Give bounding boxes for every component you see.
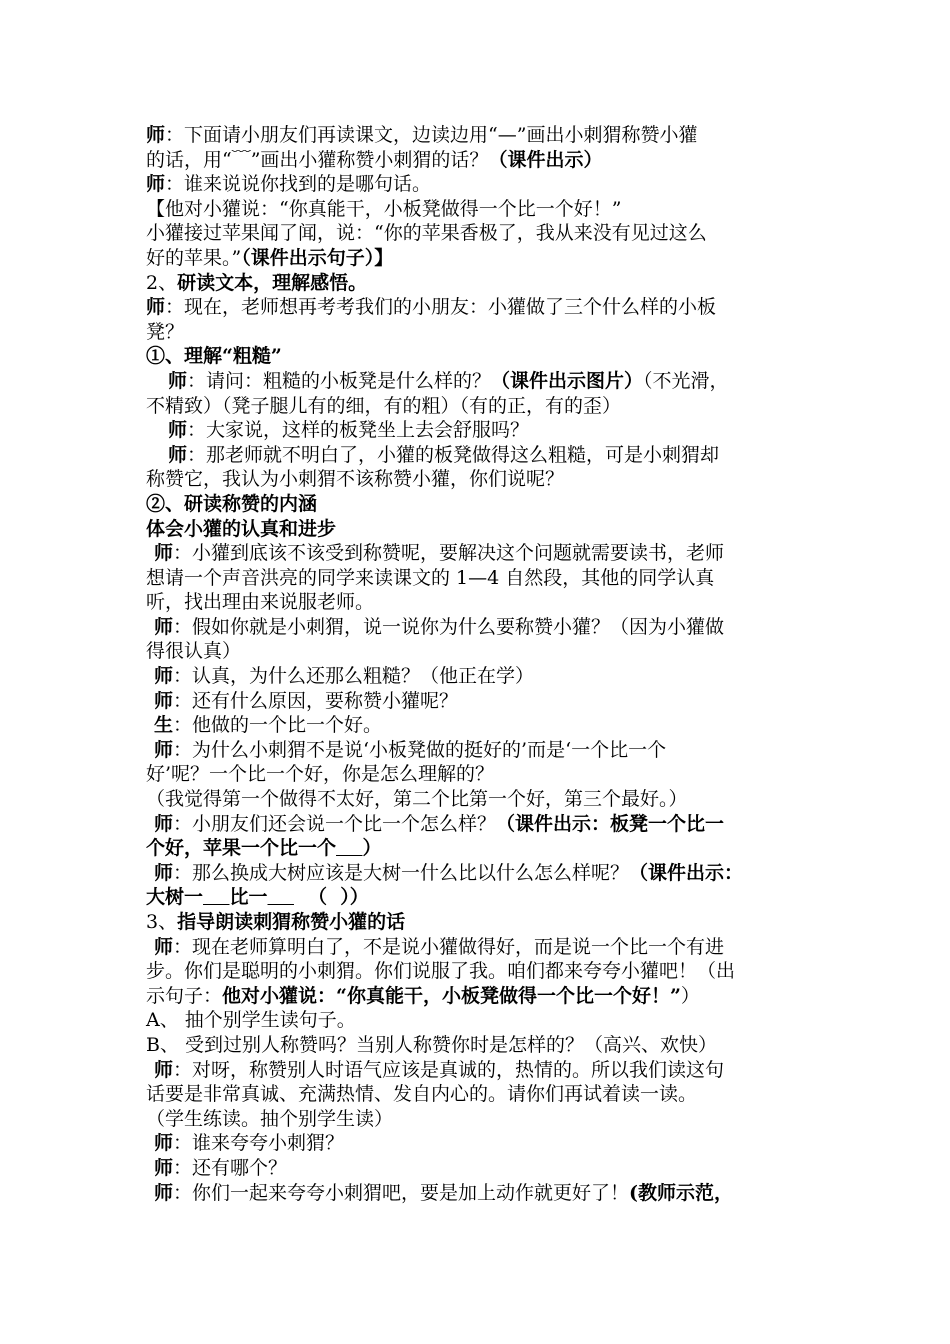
section-title: 指导朗读刺猬称赞小獾的话 (177, 911, 406, 933)
text-line (146, 467, 814, 492)
text-line (146, 738, 814, 763)
line-text: （学生练读。抽个别学生读） (146, 1107, 394, 1130)
line-text: 示句子： (146, 984, 223, 1007)
line-text: 小獾接过苹果闻了闻，说：“你的苹果香极了，我从来没有见过这么 (146, 222, 707, 245)
line-text: ） (362, 837, 382, 860)
line-text: ：为什么小刺猬不是说‘小板凳做的挺好的’而是‘一个比一个 (173, 738, 667, 761)
section-number: 2、 (146, 271, 178, 294)
speaker-label: 师 (168, 419, 188, 442)
courseware-note: （课件出示句子）】 (241, 246, 394, 269)
speaker-label: 师 (154, 665, 174, 688)
line-text: 凳？ (146, 320, 185, 343)
line-text: B、 受到过别人称赞吗？当别人称赞你时是怎样的？（高兴、欢快） (146, 1033, 718, 1056)
text-line (146, 443, 814, 468)
line-text: 大树一 (146, 886, 204, 909)
text-line (146, 639, 814, 664)
speaker-label: 生 (154, 714, 174, 737)
text-line (146, 664, 814, 689)
text-line (146, 1156, 814, 1181)
line-text: ：下面请小朋友们再读课文，边读边用“—”画出小刺猬称赞小獾 (165, 124, 698, 146)
speaker-label: 师 (168, 369, 188, 392)
line-text: 话要是非常真诚、充满热情、发自内心的。请你们再试着读一读。 (146, 1083, 698, 1106)
line-text: ：现在老师算明白了，不是说小獾做得好，而是说一个比一个有进 (173, 935, 725, 958)
line-text: 不精致）（凳子腿儿有的细，有的粗）（有的正，有的歪） (146, 394, 622, 417)
line-text: ：假如你就是小刺猬，说一说你为什么要称赞小獾？（因为小獾做 (173, 615, 725, 638)
text-line (146, 541, 814, 566)
text-line (146, 1008, 814, 1033)
speaker-label: 师 (154, 689, 174, 712)
quoted-sentence: 他对小獾说：“你真能干，小板凳做得一个比一个好！” (222, 984, 681, 1007)
speaker-label: 师 (154, 542, 174, 565)
lesson-plan-text (146, 123, 814, 1205)
line-text: ：认真，为什么还那么粗糙？（他正在学） (173, 665, 535, 688)
speaker-label: 师 (168, 443, 188, 466)
line-text: ）） (340, 886, 369, 909)
speaker-label: 师 (154, 812, 174, 835)
line-text: ：他做的一个比一个好。 (173, 714, 383, 737)
text-line (146, 1082, 814, 1107)
text-line (146, 885, 814, 910)
text-line (146, 812, 814, 837)
text-line (146, 320, 814, 345)
section-title: 研读文本，理解感悟。 (177, 271, 368, 294)
line-text: 好的苹果。” (146, 246, 242, 269)
line-text: A、 抽个别学生读句子。 (146, 1009, 356, 1032)
subsection-title: ②、研读称赞的内涵 (146, 492, 318, 515)
line-text: ：请问：粗糙的小板凳是什么样的？ (187, 369, 492, 392)
text-line (146, 984, 814, 1009)
section-number: 3、 (146, 911, 178, 933)
line-text: ：谁来说说你找到的是哪句话。 (165, 173, 432, 196)
section-heading (146, 271, 814, 296)
text-line (146, 1131, 814, 1156)
speaker-label: 师 (154, 738, 174, 761)
fill-in-blank (336, 837, 362, 859)
line-text: ：大家说，这样的板凳坐上去会舒服吗？ (187, 419, 530, 442)
text-line (146, 689, 814, 714)
text-line (146, 148, 814, 173)
line-text: ：还有什么原因，要称赞小獾呢？ (173, 689, 459, 712)
line-text: 比一 (229, 886, 268, 909)
text-line (146, 1033, 814, 1058)
line-text: ：那么换成大树应该是大树一什么比以什么怎么样呢？ (173, 861, 630, 884)
text-line (146, 221, 814, 246)
line-text: ：小朋友们还会说一个比一个怎么样？ (173, 812, 497, 835)
courseware-note: （课件出示） (488, 148, 603, 171)
text-line (146, 1181, 814, 1206)
line-text: ：小獾到底该不该受到称赞呢，要解决这个问题就需要读书，老师 (173, 542, 725, 565)
speaker-label: 师 (154, 615, 174, 638)
line-text: ：谁来夸夸小刺猬？ (173, 1132, 345, 1155)
text-line (146, 246, 814, 271)
courseware-note: （课件出示：板凳一个比一 (496, 812, 725, 835)
courseware-note: (教师示范， (629, 1181, 734, 1204)
speaker-label: 师 (146, 173, 166, 196)
line-text: ：对呀，称赞别人时语气应该是真诚的，热情的。所以我们读这句 (173, 1058, 725, 1081)
line-text: （不光滑， (643, 369, 729, 392)
subsection-heading (146, 344, 814, 369)
text-line (146, 787, 814, 812)
line-text: 好’呢？一个比一个好，你是怎么理解的？ (146, 763, 495, 786)
text-line (146, 836, 814, 861)
line-text: ：那老师就不明白了，小獾的板凳做得这么粗糙，可是小刺猬却 (187, 443, 720, 466)
line-text: 的话，用“﹋”画出小獾称赞小刺猬的话？ (146, 148, 489, 171)
fill-in-blank (327, 886, 340, 908)
text-line (146, 369, 814, 394)
speaker-label: 师 (154, 935, 174, 958)
subsection-heading (146, 517, 814, 542)
text-line (146, 197, 814, 222)
line-text: 得很认真） (146, 640, 242, 663)
line-text: （ (307, 886, 327, 909)
text-line (146, 1107, 814, 1132)
line-text: 听，找出理由来说服老师。 (146, 591, 375, 614)
line-text: ：现在，老师想再考考我们的小朋友：小獾做了三个什么样的小板 (165, 296, 717, 319)
line-text: （我觉得第一个做得不太好，第二个比第一个好，第三个最好。） (146, 788, 688, 811)
line-text: ：你们一起来夸夸小刺猬吧，要是加上动作就更好了！ (173, 1181, 630, 1204)
courseware-note: （课件出示： (629, 861, 744, 884)
speaker-label: 师 (146, 296, 166, 319)
text-line (146, 861, 814, 886)
line-text: 步。你们是聪明的小刺猬。你们说服了我。咱们都来夸夸小獾吧！（出 (146, 960, 736, 983)
subsection-title: 体会小獾的认真和进步 (146, 517, 337, 540)
line-text: ） (680, 984, 700, 1007)
section-heading (146, 910, 814, 935)
line-text: 个好，苹果一个比一个 (146, 837, 337, 860)
text-line (146, 172, 814, 197)
line-text: 【他对小獾说：“你真能干，小板凳做得一个比一个好！” (146, 197, 622, 220)
text-line (146, 935, 814, 960)
text-line (146, 615, 814, 640)
line-text: 称赞它，我认为小刺猬不该称赞小獾，你们说呢？ (146, 468, 565, 491)
fill-in-blank (268, 886, 294, 908)
subsection-title: ①、理解“粗糙” (146, 345, 282, 368)
line-text: ：还有哪个？ (173, 1156, 288, 1179)
text-line (146, 123, 814, 148)
subsection-heading (146, 492, 814, 517)
speaker-label: 师 (154, 1156, 174, 1179)
text-line (146, 1058, 814, 1083)
speaker-label: 师 (154, 1058, 174, 1081)
text-line (146, 762, 814, 787)
line-text: 想请一个声音洪亮的同学来读课文的 1—4 自然段，其他的同学认真 (146, 566, 715, 589)
speaker-label: 师 (154, 1181, 174, 1204)
fill-in-blank (203, 886, 229, 908)
text-line (146, 394, 814, 419)
text-line (146, 590, 814, 615)
speaker-label: 师 (154, 1132, 174, 1155)
text-line (146, 295, 814, 320)
speaker-label: 师 (146, 124, 166, 146)
text-line (146, 959, 814, 984)
courseware-note: （课件出示图片） (491, 369, 644, 392)
text-line (146, 566, 814, 591)
text-line (146, 418, 814, 443)
text-line (146, 713, 814, 738)
speaker-label: 师 (154, 861, 174, 884)
